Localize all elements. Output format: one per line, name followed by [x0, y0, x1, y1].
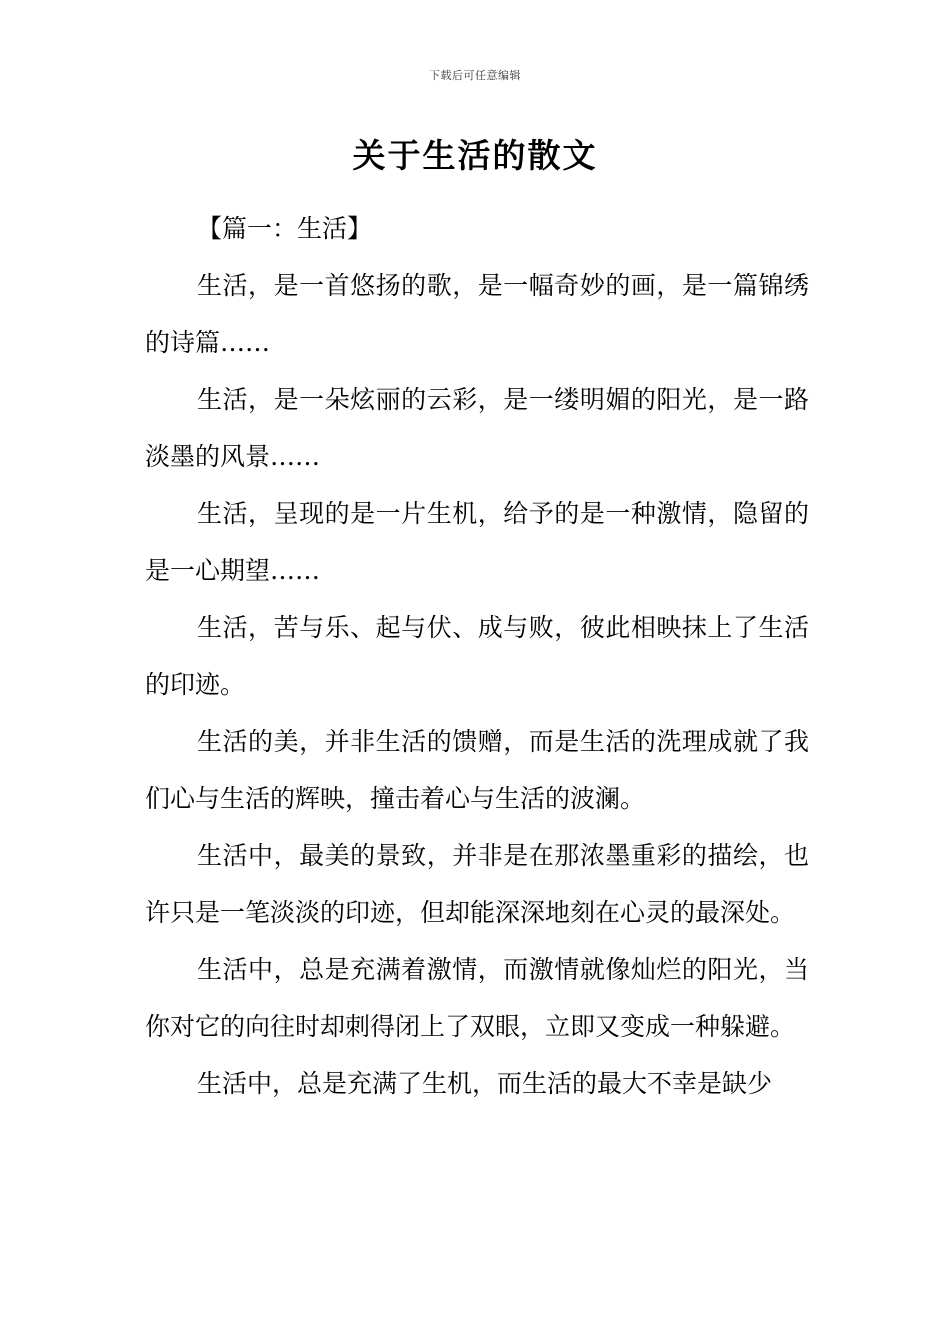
- header-note: 下载后可任意编辑: [429, 69, 521, 82]
- document-title: 关于生活的散文: [352, 136, 598, 175]
- document-body: [145, 200, 809, 1112]
- paragraph: 生活中，总是充满着激情，而激情就像灿烂的阳光，当你对它的向往时却刺得闭上了双眼，立即又变成一种躲避。: [145, 955, 809, 1041]
- section-heading: 【篇一：生活】: [197, 214, 373, 243]
- paragraph: 生活，是一朵炫丽的云彩，是一缕明媚的阳光，是一路淡墨的风景……: [145, 385, 809, 471]
- paragraph: 生活中，最美的景致，并非是在那浓墨重彩的描绘，也许只是一笔淡淡的印迹，但却能深深地刻在心灵的最深处。: [145, 841, 809, 927]
- paragraph: 生活，是一首悠扬的歌，是一幅奇妙的画，是一篇锦绣的诗篇……: [145, 271, 809, 357]
- paragraph: 生活，呈现的是一片生机，给予的是一种激情，隐留的是一心期望……: [145, 499, 809, 585]
- paragraph: 生活，苦与乐、起与伏、成与败，彼此相映抹上了生活的印迹。: [145, 613, 809, 699]
- paragraph: 生活中，总是充满了生机，而生活的最大不幸是缺少: [197, 1069, 773, 1098]
- paragraph: 生活的美，并非生活的馈赠，而是生活的洗理成就了我们心与生活的辉映，撞击着心与生活的波澜。: [145, 727, 809, 813]
